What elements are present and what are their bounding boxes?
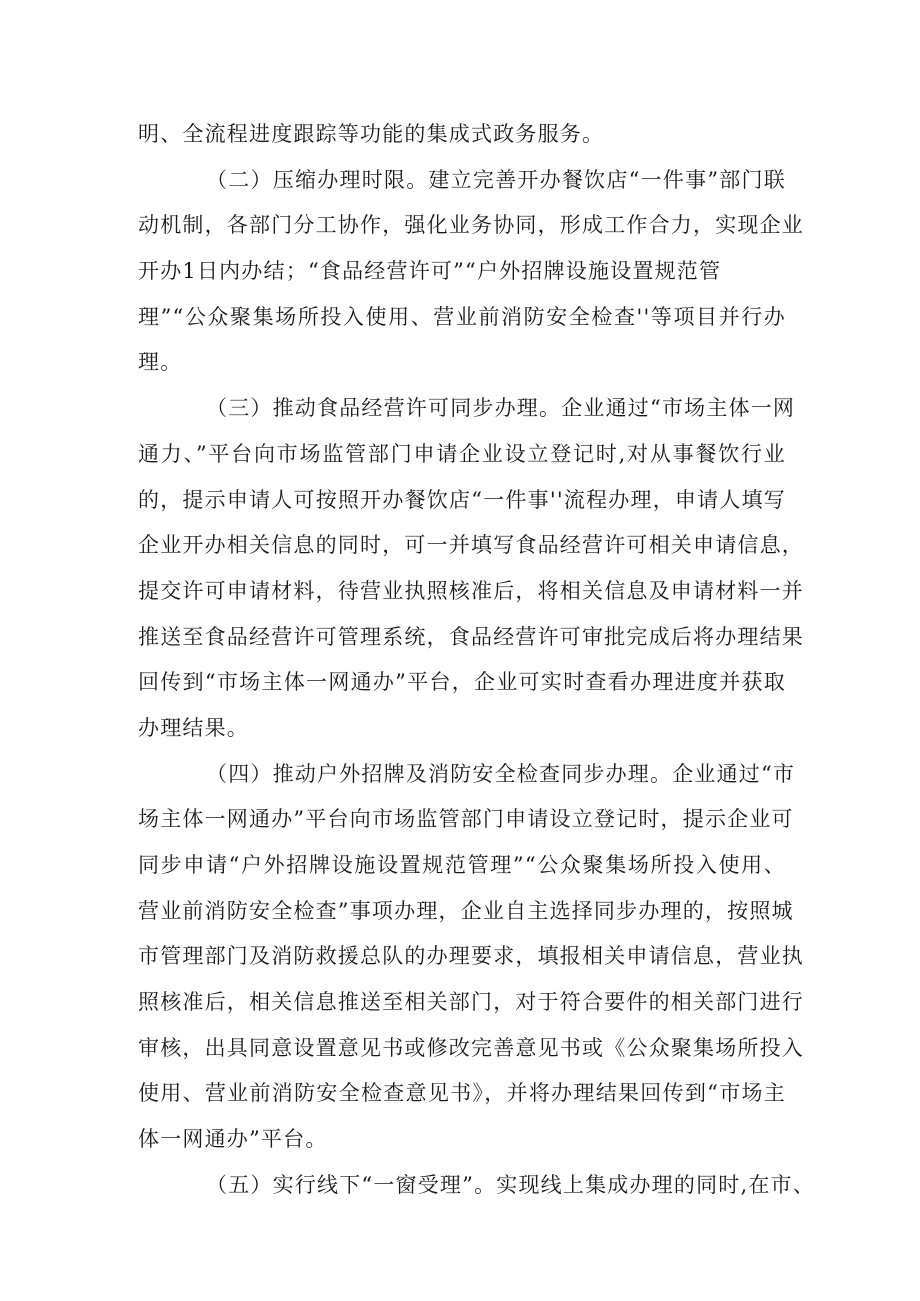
text-line: 回传到“市场主体一网通办”平台，企业可实时查看办理进度并获取 — [138, 670, 786, 695]
text-line: 通力、”平台向市场监管部门申请企业设立登记时,对从事餐饮行业 — [138, 441, 786, 466]
text-line: 企业开办相关信息的同时，可一并填写食品经营许可相关申请信息， — [138, 533, 804, 558]
text-line: 理”“公众聚集场所投入使用、营业前消防安全检查''等项目并行办 — [138, 304, 786, 329]
text-line: 营业前消防安全检查”事项办理，企业自主选择同步办理的，按照城 — [138, 898, 794, 923]
paragraph-first-line: （四）推动户外招牌及消防安全检查同步办理。企业通过“市 — [206, 761, 796, 786]
text-line: 办理结果。 — [138, 715, 249, 740]
paragraph-first-line: （二）压缩办理时限。建立完善开办餐饮店“一件事”部门联 — [206, 167, 786, 192]
text-line: 照核准后，相关信息推送至相关部门，对于符合要件的相关部门进行 — [138, 990, 804, 1015]
text-line: 审核，出具同意设置意见书或修改完善意见书或《公众聚集场所投入 — [138, 1035, 804, 1060]
text-line: 推送至食品经营许可管理系统，食品经营许可审批完成后将办理结果 — [138, 624, 804, 649]
text-line: 市管理部门及消防救援总队的办理要求，填报相关申请信息，营业执 — [138, 944, 804, 969]
text-line: 的，提示申请人可按照开办餐饮店“一件事''流程办理，申请人填写 — [138, 487, 786, 512]
paragraph-first-line: （五）实行线下“一窗受理”。实现线上集成办理的同时,在市、 — [206, 1172, 815, 1197]
text-line: 明、全流程进度跟踪等功能的集成式政务服务。 — [138, 122, 605, 146]
text-line: 开办1日内办结；“食品经营许可”“户外招牌设施设置规范管 — [138, 259, 722, 284]
text-line: 理。 — [138, 350, 183, 375]
text-line: 体一网通办”平台。 — [138, 1127, 328, 1152]
paragraph-first-line: （三）推动食品经营许可同步办理。企业通过“市场主体一网 — [206, 396, 796, 421]
text-line: 使用、营业前消防安全检查意见书》，并将办理结果回传到“市场主 — [138, 1081, 786, 1106]
document-body — [138, 112, 815, 1209]
text-line: 场主体一网通办”平台向市场监管部门申请设立登记时，提示企业可 — [138, 807, 794, 832]
text-line: 动机制，各部门分工协作，强化业务协同，形成工作合力，实现企业 — [138, 213, 804, 238]
text-line: 提交许可申请材料，待营业执照核准后，将相关信息及申请材料一并 — [138, 578, 804, 603]
text-line: 同步申请“户外招牌设施设置规范管理”“公众聚集场所投入使用、 — [138, 853, 786, 877]
